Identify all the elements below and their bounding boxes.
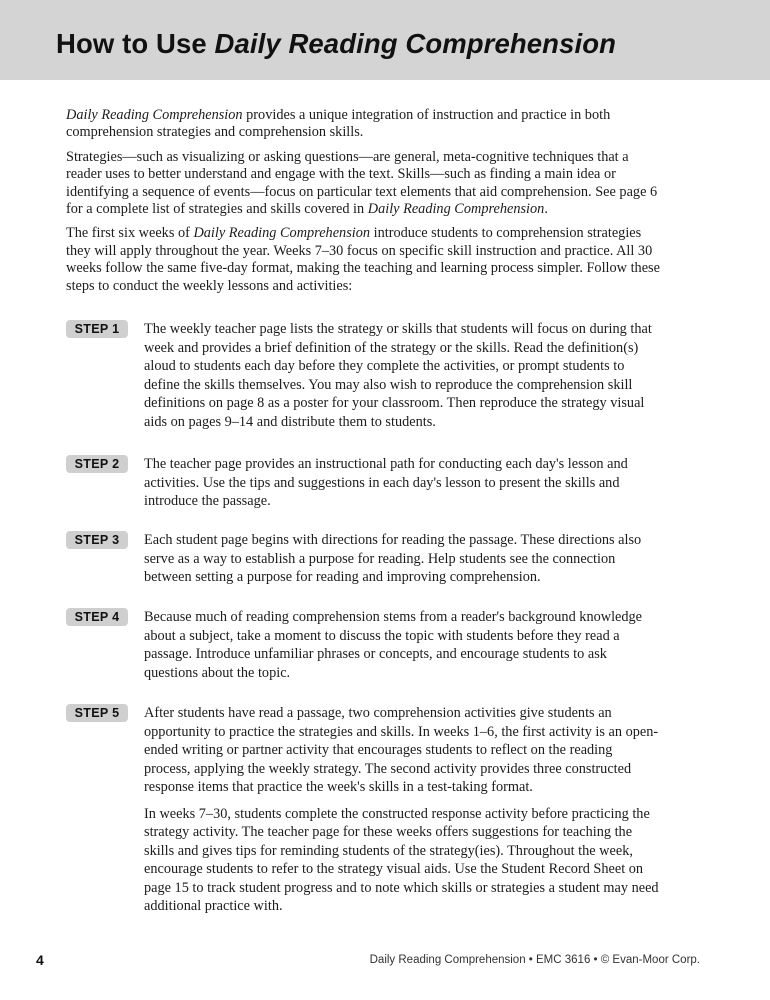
footer-credit: Daily Reading Comprehension • EMC 3616 • © Evan-Moor Corp.: [369, 954, 700, 966]
intro-paragraph-3: [66, 225, 662, 295]
step-badge: STEP 4: [66, 608, 128, 626]
intro-text: .: [544, 201, 548, 218]
page-title: [56, 28, 616, 60]
intro-text: The first six weeks of: [66, 225, 194, 242]
step-paragraph: The teacher page provides an instructional path for conducting each day's lesson and activities. Use the tips and suggestions in each day's lesson to present the skills and introduce the passage.: [144, 456, 628, 509]
intro-paragraph-1: [66, 107, 662, 142]
step-badge: STEP 2: [66, 455, 128, 473]
step-body: [144, 455, 662, 511]
step-badge: STEP 1: [66, 320, 128, 338]
title-prefix: How to Use: [56, 28, 215, 59]
step-paragraph: After students have read a passage, two comprehension activities give students an opportunity to practice the strategies and skills. In weeks 1–6, the first activity is an open-ended writing or partner activity that encourages students to reflect on the reading process, applying the weekly strategy. The second activity provides three constructed response items that practice the week's skills in a test-taking format.: [144, 705, 659, 795]
book-title-italic: Daily Reading Comprehension: [66, 107, 243, 123]
step-paragraph: The weekly teacher page lists the strategy or skills that students will focus on during that week and provides a brief definition of the strategy or the skills. Read the definition(s) aloud to students each day before they complete the activities, or prompt students to define the skills themselves. You may also wish to reproduce the comprehension skill definitions on page 8 as a poster for your classroom. Then reproduce the strategy visual aids on pages 9–14 and distribute them to students.: [144, 321, 652, 430]
step-body: [144, 608, 662, 682]
page-number: 4: [36, 952, 44, 968]
title-book-name: Daily Reading Comprehension: [214, 28, 617, 59]
step-paragraph: Each student page begins with directions for reading the passage. These directions also serve as a way to establish a purpose for reading. Help students see the connection between setting a purpose for reading and improving comprehension.: [144, 532, 642, 585]
intro-section: [66, 107, 662, 302]
step-body: [144, 531, 662, 587]
intro-text: provides a unique integration of instruction and practice in both comprehension strategies and comprehension skills.: [66, 107, 611, 141]
step-paragraph: In weeks 7–30, students complete the constructed response activity before practicing the strategy activity. The teacher page for these weeks offers suggestions for teaching the skills and gives tips for reminding students of the strategy(ies). Throughout the week, encourage students to refer to the strategy visual aids. Use the Student Record Sheet on page 15 to track student progress and to note which skills or strategies a student may need additional practice with.: [144, 805, 659, 914]
step-badge: STEP 5: [66, 704, 128, 722]
step-body: [144, 320, 662, 431]
step-paragraph: Because much of reading comprehension stems from a reader's background knowledge about a subject, take a moment to discuss the topic with students before they read a passage. Introduce unfamiliar phrases or concepts, and encourage students to ask questions about the topic.: [144, 609, 643, 681]
book-title-italic: Daily Reading Comprehension: [367, 201, 545, 218]
intro-text: introduce students to comprehension strategies they will apply throughout the year. Weeks 7–30 focus on specific skill instruction and practice. All 30 weeks follow the same five-day format, making the teaching and learning process simpler. Follow these steps to conduct the weekly lessons and activities:: [66, 225, 660, 294]
intro-paragraph-2: [66, 149, 662, 219]
step-body: [144, 704, 662, 916]
step-badge: STEP 3: [66, 531, 128, 549]
book-title-italic: Daily Reading Comprehension: [193, 225, 371, 242]
intro-text: Strategies—such as visualizing or asking questions—are general, meta-cognitive techniques that a reader uses to better understand and engage with the text. Skills—such as finding a main idea or identifying a sequence of events—focus on particular text elements that aid comprehension. See page 6 for a complete list of strategies and skills covered in: [66, 148, 658, 218]
